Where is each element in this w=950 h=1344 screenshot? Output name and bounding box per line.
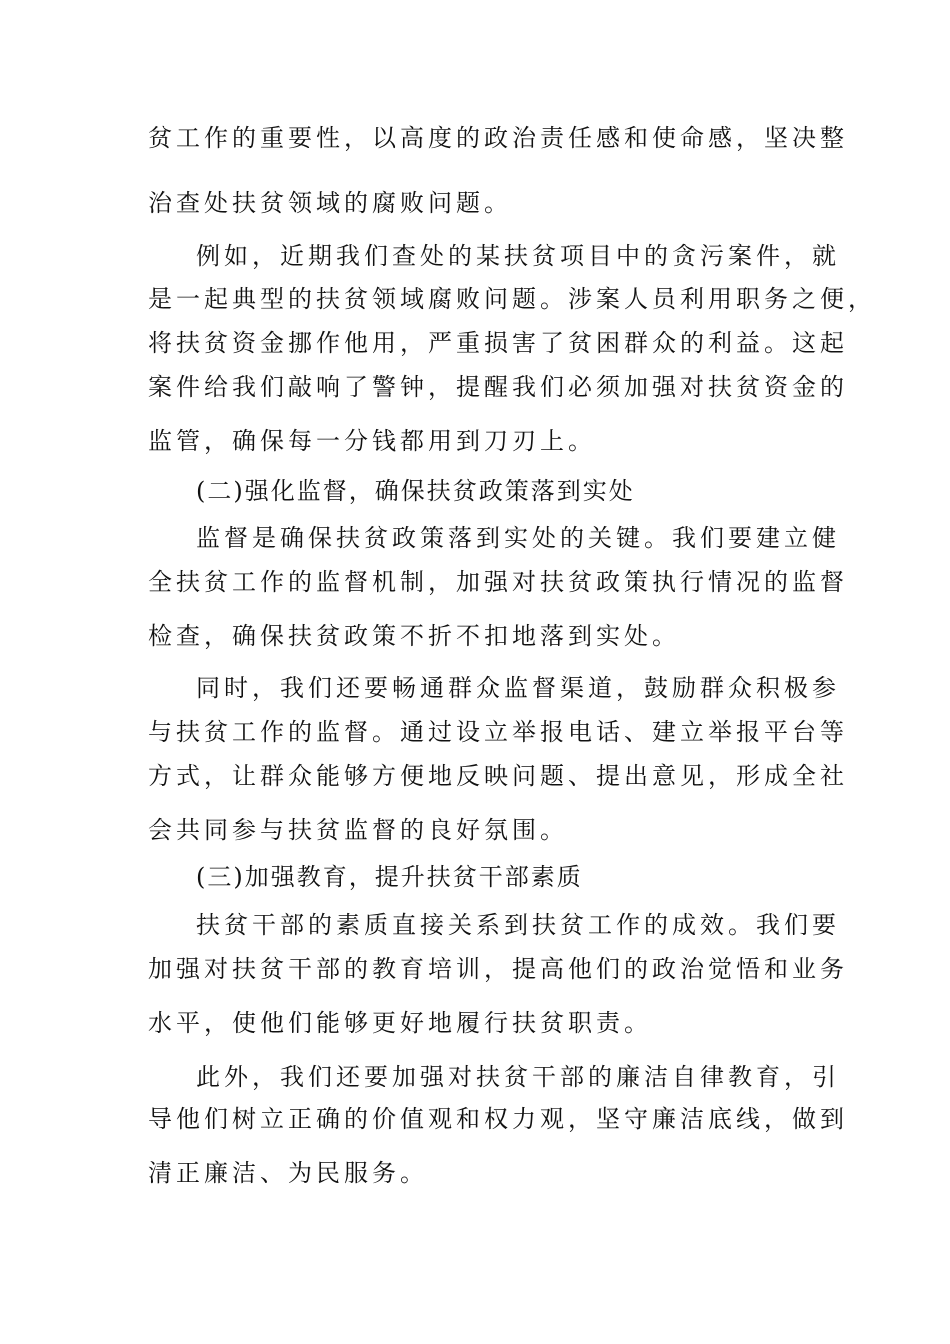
section-heading: (三)加强教育，提升扶贫干部素质 — [196, 863, 583, 891]
paragraph-line: 扶贫干部的素质直接关系到扶贫工作的成效。我们要 — [196, 911, 840, 939]
paragraph-line: 水平，使他们能够更好地履行扶贫职责。 — [148, 1009, 652, 1037]
paragraph-line: 贫工作的重要性，以高度的政治责任感和使命感，坚决整 — [148, 124, 848, 152]
paragraph-line: 清正廉洁、为民服务。 — [148, 1159, 428, 1187]
paragraph-line: 加强对扶贫干部的教育培训，提高他们的政治觉悟和业务 — [148, 955, 848, 983]
paragraph-line: 监管，确保每一分钱都用到刀刃上。 — [148, 427, 596, 455]
paragraph-line: 是一起典型的扶贫领域腐败问题。涉案人员利用职务之便， — [148, 285, 876, 313]
paragraph-line: 治查处扶贫领域的腐败问题。 — [148, 189, 512, 217]
paragraph-line: 例如，近期我们查处的某扶贫项目中的贪污案件，就 — [196, 242, 840, 270]
paragraph-line: 会共同参与扶贫监督的良好氛围。 — [148, 816, 568, 844]
paragraph-line: 监督是确保扶贫政策落到实处的关键。我们要建立健 — [196, 524, 840, 552]
paragraph-line: 与扶贫工作的监督。通过设立举报电话、建立举报平台等 — [148, 718, 848, 746]
paragraph-line: 此外，我们还要加强对扶贫干部的廉洁自律教育，引 — [196, 1063, 840, 1091]
paragraph-line: 同时，我们还要畅通群众监督渠道，鼓励群众积极参 — [196, 674, 840, 702]
paragraph-line: 检查，确保扶贫政策不折不扣地落到实处。 — [148, 622, 680, 650]
paragraph-line: 全扶贫工作的监督机制，加强对扶贫政策执行情况的监督 — [148, 568, 848, 596]
paragraph-line: 将扶贫资金挪作他用，严重损害了贫困群众的利益。这起 — [148, 329, 848, 357]
paragraph-line: 方式，让群众能够方便地反映问题、提出意见，形成全社 — [148, 762, 848, 790]
paragraph-line: 案件给我们敲响了警钟，提醒我们必须加强对扶贫资金的 — [148, 373, 848, 401]
paragraph-line: 导他们树立正确的价值观和权力观，坚守廉洁底线，做到 — [148, 1105, 848, 1133]
section-heading: (二)强化监督，确保扶贫政策落到实处 — [196, 477, 635, 505]
